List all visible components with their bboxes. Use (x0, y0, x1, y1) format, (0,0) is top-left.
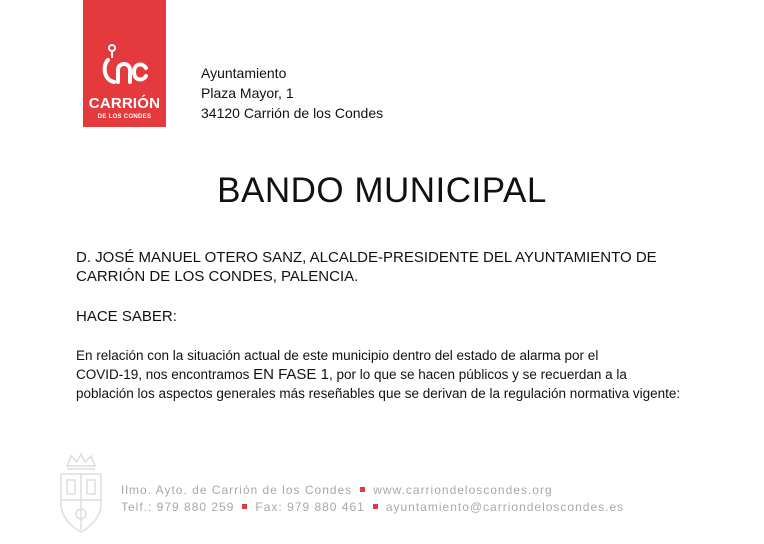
footer-line-2 (121, 500, 624, 514)
mayor-statement (76, 248, 696, 286)
municipality-logo (83, 0, 166, 127)
address-line-1: Ayuntamiento (201, 65, 287, 81)
paragraph-line-3: población los aspectos generales más reseñables que se derivan de la regulación normativa vigente: (76, 386, 681, 401)
hace-saber-heading: HACE SABER: (76, 308, 177, 325)
paragraph-line-2-start: COVID-19, nos encontramos (76, 367, 254, 382)
address-line-3: 34120 Carrión de los Condes (201, 105, 384, 121)
address-block (201, 63, 383, 123)
document-title: BANDO MUNICIPAL (217, 171, 547, 210)
logo-subtitle: DE LOS CONDES (97, 114, 152, 120)
footer-tel: Telf.: 979 880 259 (121, 500, 235, 514)
paragraph-line-1: En relación con la situación actual de este municipio dentro del estado de alarma por el (76, 348, 599, 363)
paragraph-line-2 (76, 365, 696, 384)
bullet-icon (360, 487, 365, 492)
bullet-icon (242, 504, 247, 509)
logo-emblem-icon (100, 42, 150, 92)
mayor-line-2: CARRIÓN DE LOS CONDES, PALENCIA. (76, 268, 359, 285)
bullet-icon (373, 504, 378, 509)
mayor-line-1: D. JOSÉ MANUEL OTERO SANZ, ALCALDE-PRESIDENTE DEL AYUNTAMIENTO DE (76, 249, 657, 266)
footer-line-1 (121, 483, 553, 497)
footer-org: Ilmo. Ayto. de Carrión de los Condes (121, 483, 353, 497)
announcement-paragraph (76, 346, 696, 403)
footer-web-link[interactable]: www.carriondeloscondes.org (373, 483, 553, 497)
footer-fax: Fax: 979 880 461 (255, 500, 365, 514)
phase-highlight: EN FASE 1 (253, 366, 329, 383)
footer-email-link[interactable]: ayuntamiento@carriondeloscondes.es (385, 500, 625, 514)
coat-of-arms-icon (55, 452, 107, 536)
logo-name: CARRIÓN (88, 95, 161, 112)
paragraph-line-2-end: , por lo que se hacen públicos y se recuerdan a la (328, 367, 627, 382)
address-line-2: Plaza Mayor, 1 (201, 85, 294, 101)
